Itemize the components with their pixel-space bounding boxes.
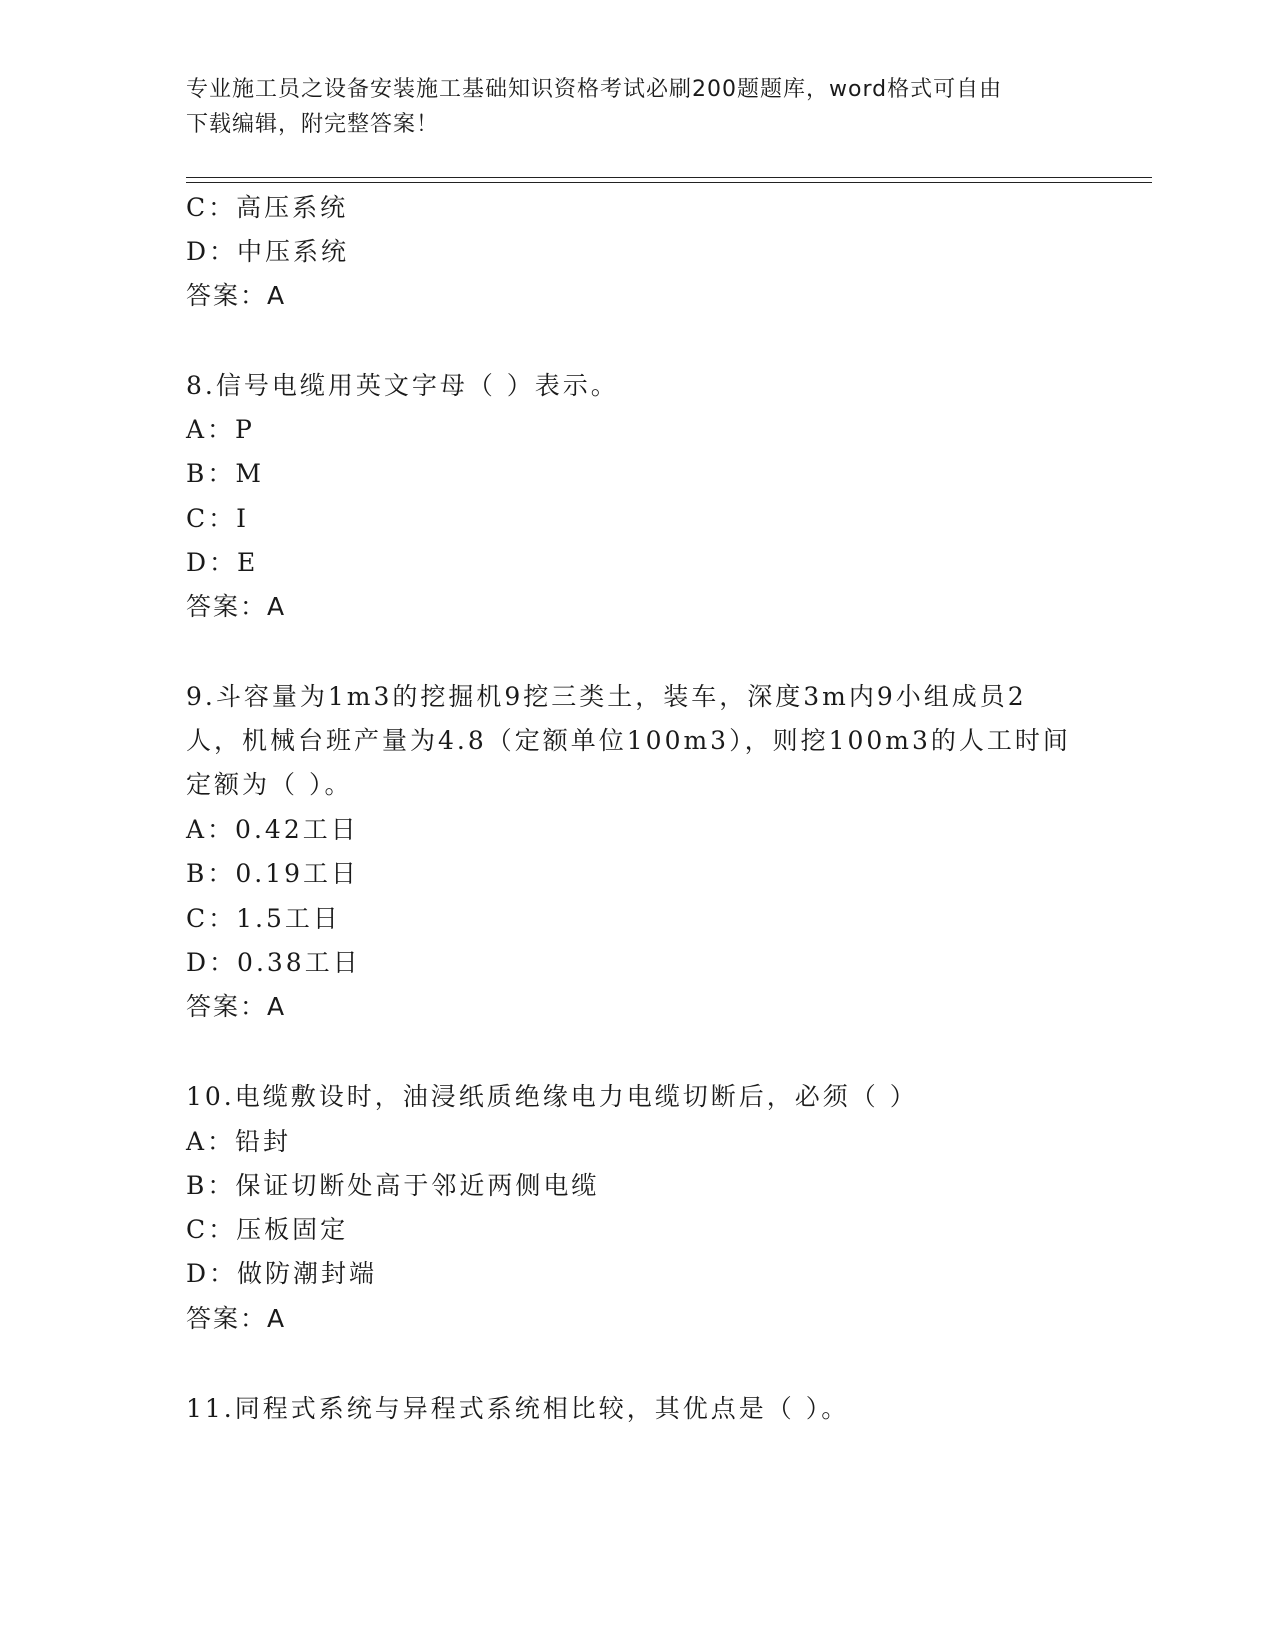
question-8-option-a: A：P xyxy=(186,415,255,444)
question-9-stem-line-2: 人，机械台班产量为4.8（定额单位100m3），则挖100m3的人工时间 xyxy=(186,726,1071,755)
question-9-option-d: D：0.38工日 xyxy=(186,948,361,977)
question-11-stem: 11.同程式系统与异程式系统相比较，其优点是（ ）。 xyxy=(186,1394,850,1423)
header-rule-top xyxy=(186,177,1152,178)
option-d: D：中压系统 xyxy=(186,237,350,266)
question-10-answer: 答案：A xyxy=(186,1304,287,1333)
question-10-option-c: C：压板固定 xyxy=(186,1215,349,1244)
document-header xyxy=(186,72,1066,142)
question-9-stem-line-3: 定额为（ ）。 xyxy=(186,770,353,799)
question-10-option-b: B：保证切断处高于邻近两侧电缆 xyxy=(186,1171,600,1200)
question-8-stem: 8.信号电缆用英文字母（ ）表示。 xyxy=(186,371,619,400)
question-9-option-c: C：1.5工日 xyxy=(186,904,341,933)
option-c: C：高压系统 xyxy=(186,193,349,222)
question-10-option-d: D：做防潮封端 xyxy=(186,1259,378,1288)
header-title-line-2: 下载编辑，附完整答案！ xyxy=(186,112,440,137)
question-9-stem-line-1: 9.斗容量为1m3的挖掘机9挖三类土，装车，深度3m内9小组成员2 xyxy=(186,682,1027,711)
question-8-option-c: C：I xyxy=(186,504,250,533)
question-9-option-a: A：0.42工日 xyxy=(186,815,359,844)
question-10-option-a: A：铅封 xyxy=(186,1127,292,1156)
question-9-option-b: B：0.19工日 xyxy=(186,859,360,888)
question-9-answer: 答案：A xyxy=(186,992,287,1021)
question-8-option-d: D：E xyxy=(186,548,259,577)
question-8-option-b: B：M xyxy=(186,459,264,488)
header-title-line-1: 专业施工员之设备安装施工基础知识资格考试必刷200题题库，word格式可自由 xyxy=(186,77,1003,102)
header-rule-bottom xyxy=(186,182,1152,183)
question-10-stem: 10.电缆敷设时，油浸纸质绝缘电力电缆切断后，必须（ ） xyxy=(186,1082,918,1111)
answer-line: 答案：A xyxy=(186,281,287,310)
question-8-answer: 答案：A xyxy=(186,592,287,621)
